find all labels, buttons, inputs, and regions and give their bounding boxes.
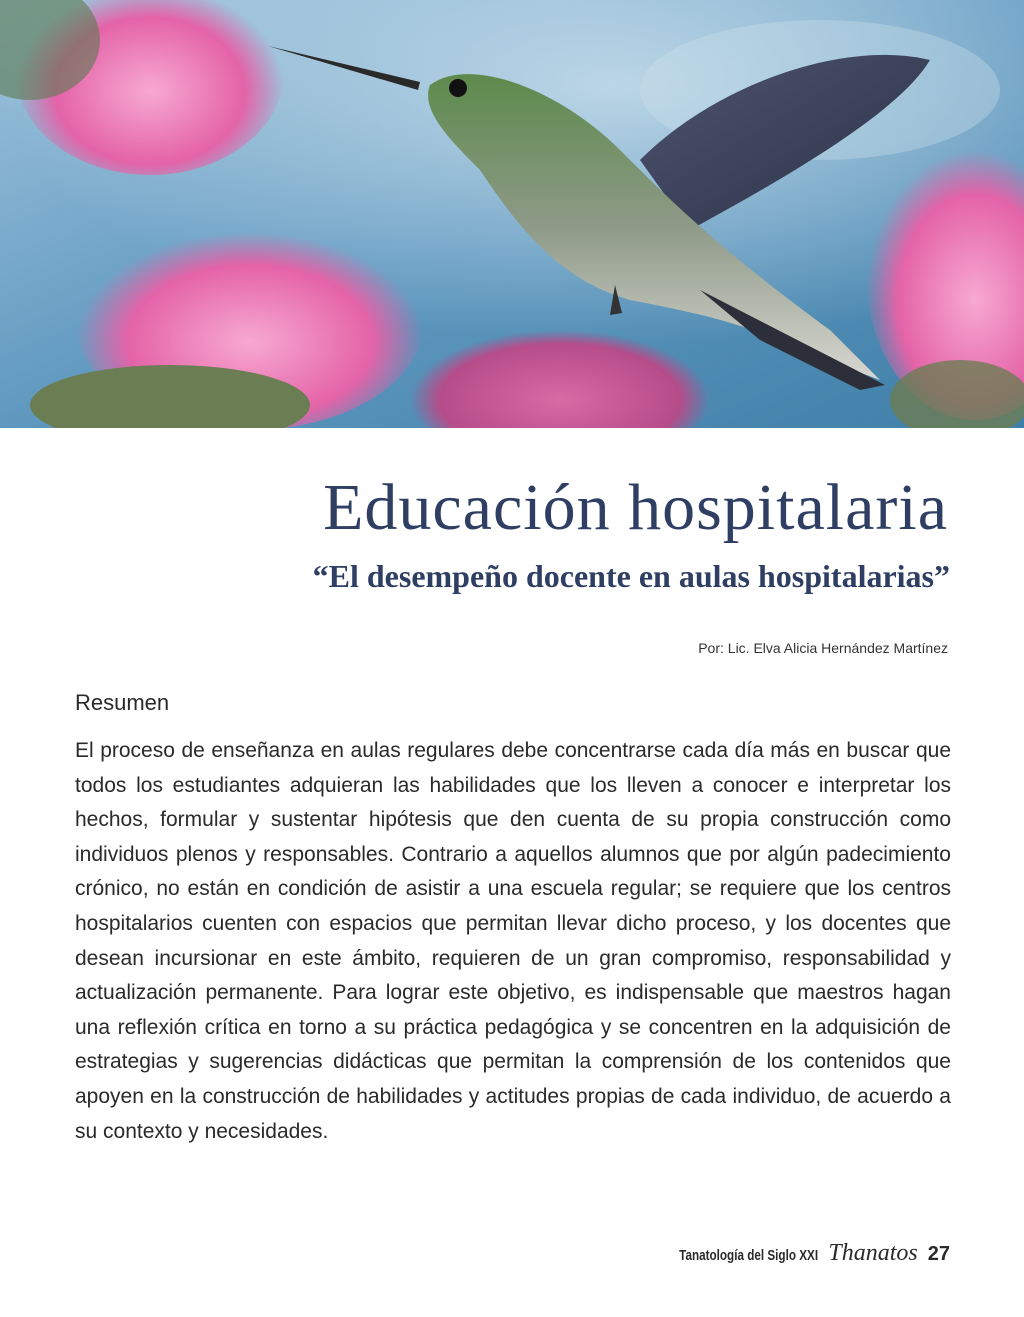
publication-name: Tanatología del Siglo XXI bbox=[679, 1247, 819, 1264]
page-number: 27 bbox=[927, 1243, 950, 1265]
author-byline: Por: Lic. Elva Alicia Hernández Martínez bbox=[698, 640, 948, 656]
abstract-body: El proceso de enseñanza en aulas regulares debe concentrarse cada día más en buscar que todos los estudiantes adquieran las habilidades que los lleven a conocer e interpretar los hechos, formular y sustentar hipótesis que den cuenta de su propia construcción como individuos plenos y responsables. Contrario a aquellos alumnos que por algún padecimiento crónico, no están en condición de asistir a una escuela regular; se requiere que los centros hospitalarios cuenten con espacios que permitan llevar dicho proceso, y los docentes que desean incursionar en este ámbito, requieren de un gran compromiso, responsabilidad y actualización permanente. Para lograr este objetivo, es indispensable que maestros hagan una reflexión crítica en torno a su práctica pedagógica y se concentren en la adquisición de estrategias y sugerencias didácticas que permitan la comprensión de los contenidos que apoyen en la construcción de habilidades y actitudes propias de cada individuo, de acuerdo a su contexto y necesidades. bbox=[75, 739, 951, 1143]
hero-photo bbox=[0, 0, 1024, 428]
hummingbird-thistle-photo bbox=[0, 0, 1024, 428]
article-subtitle: “El desempeño docente en aulas hospitalarias” bbox=[312, 558, 950, 594]
abstract-heading: Resumen bbox=[75, 690, 170, 715]
page-footer bbox=[640, 1240, 950, 1267]
article-title: Educación hospitalaria bbox=[323, 471, 948, 544]
thanatos-logo: Thanatos bbox=[828, 1240, 918, 1266]
